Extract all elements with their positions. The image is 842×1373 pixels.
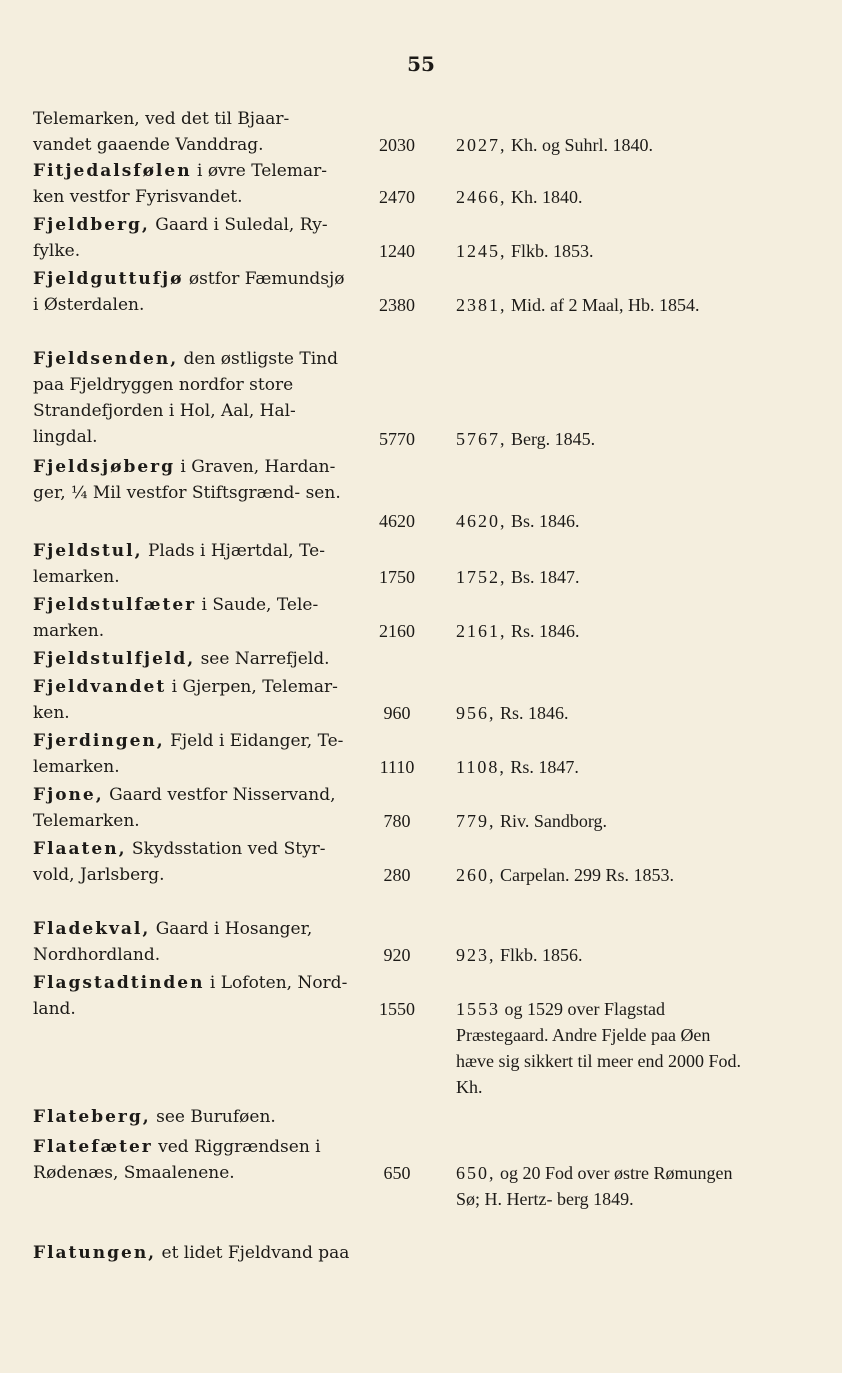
entry-elevation: 280 xyxy=(383,865,411,885)
entry-description: østfor Fæmundsjø i Østerdalen. xyxy=(33,269,345,315)
entry-source: Riv. Sandborg. xyxy=(500,811,608,831)
entry-description: ved Riggrændsen i Rødenæs, Smaalenene. xyxy=(33,1137,321,1183)
entry-measured-value: 5767, xyxy=(456,429,507,449)
entry-source: Berg. 1845. xyxy=(511,429,596,449)
entry-measured-value: 1245, xyxy=(456,241,507,261)
entry-measured-value: 650, xyxy=(456,1163,496,1183)
entry-source: Bs. 1847. xyxy=(511,567,580,587)
entry-measured-value: 1108, xyxy=(456,757,506,777)
entry-measured-value: 779, xyxy=(456,811,496,831)
entry-source: Flkb. 1856. xyxy=(500,945,583,965)
entry-source: Rs. 1846. xyxy=(500,703,569,723)
entry-term: Fjeldvandet xyxy=(33,677,167,697)
entry-description: i Saude, Tele- marken. xyxy=(33,595,319,641)
entry-elevation: 1750 xyxy=(379,567,415,587)
entry-measured-value: 2161, xyxy=(456,621,507,641)
entry-description: Telemarken, ved det til Bjaar- vandet gaaende Vanddrag. xyxy=(33,109,290,155)
entry-elevation: 2030 xyxy=(379,135,415,155)
entry-term: Fjeldstulfæter xyxy=(33,595,197,615)
entry-measured-value: 1752, xyxy=(456,567,507,587)
entry-description: Fjeld i Eidanger, Te- lemarken. xyxy=(33,731,344,777)
entry-term: Flatefæter xyxy=(33,1137,153,1157)
entry-description: et lidet Fjeldvand paa xyxy=(161,1243,350,1263)
entry-description: see Buruføen. xyxy=(156,1107,276,1127)
entry-elevation: 1240 xyxy=(379,241,415,261)
entry-source: Flkb. 1853. xyxy=(511,241,594,261)
entry-term: Flaaten, xyxy=(33,839,127,859)
entry-term: Fjeldsenden, xyxy=(33,349,179,369)
entry-elevation: 920 xyxy=(383,945,411,965)
entry-source: Kh. 1840. xyxy=(511,187,583,207)
entry-description: i Graven, Hardan- ger, ¼ Mil vestfor Stiftsgrænd- sen. xyxy=(33,457,341,503)
entry-source: og 20 Fod over østre Rømungen Sø; H. Hertz- berg 1849. xyxy=(456,1163,733,1209)
entry-source: Rs. 1847. xyxy=(510,757,579,777)
entry-elevation: 2470 xyxy=(379,187,415,207)
entry-measured-value: 923, xyxy=(456,945,496,965)
entry-elevation: 2160 xyxy=(379,621,415,641)
entry-measured-value: 956, xyxy=(456,703,496,723)
entry-term: Fjeldstul, xyxy=(33,541,143,561)
entry-description: Gaard i Hosanger, Nordhordland. xyxy=(33,919,313,965)
entry-measured-value: 4620, xyxy=(456,511,507,531)
entry-term: Flagstadtinden xyxy=(33,973,205,993)
entry-term: Fjone, xyxy=(33,785,104,805)
entry-source: og 1529 over Flagstad Præstegaard. Andre Fjelde paa Øen hæve sig sikkert til meer end 2000 Fod. Kh. xyxy=(456,999,741,1097)
entry-term: Flatungen, xyxy=(33,1243,157,1263)
entry-elevation: 650 xyxy=(383,1163,411,1183)
entry-description: den østligste Tind paa Fjeldryggen nordfor store Strandefjorden i Hol, Aal, Hal- lingdal. xyxy=(33,349,338,447)
entry-term: Fjeldberg, xyxy=(33,215,150,235)
entry-elevation: 960 xyxy=(383,703,411,723)
entry-description: i øvre Telemar- ken vestfor Fyrisvandet. xyxy=(33,161,327,207)
entry-source: Bs. 1846. xyxy=(511,511,580,531)
entry-measured-value: 1553 xyxy=(456,999,500,1019)
entry-source: Mid. af 2 Maal, Hb. 1854. xyxy=(511,295,700,315)
entry-measured-value: 260, xyxy=(456,865,496,885)
entry-description: Gaard vestfor Nisservand, Telemarken. xyxy=(33,785,336,831)
entry-elevation: 5770 xyxy=(379,429,415,449)
entry-term: Flateberg, xyxy=(33,1107,151,1127)
entry-description: Plads i Hjærtdal, Te- lemarken. xyxy=(33,541,325,587)
entry-term: Fjeldguttufjø xyxy=(33,269,184,289)
entry-measured-value: 2381, xyxy=(456,295,507,315)
entry-term: Fladekval, xyxy=(33,919,151,939)
entry-term: Fjeldstulfjeld, xyxy=(33,649,196,669)
entry-elevation: 2380 xyxy=(379,295,415,315)
entry-term: Fjeldsjøberg xyxy=(33,457,175,477)
page-number: 55 xyxy=(407,52,435,76)
entry-description: see Narrefjeld. xyxy=(200,649,330,669)
entry-source: Kh. og Suhrl. 1840. xyxy=(511,135,654,155)
entry-elevation: 1550 xyxy=(379,999,415,1019)
entry-term: Fjerdingen, xyxy=(33,731,165,751)
entry-measured-value: 2466, xyxy=(456,187,507,207)
entry-measured-value: 2027, xyxy=(456,135,507,155)
entry-elevation: 1110 xyxy=(379,757,415,777)
entry-description: Gaard i Suledal, Ry- fylke. xyxy=(33,215,328,261)
entry-description: Skydsstation ved Styr- vold, Jarlsberg. xyxy=(33,839,326,885)
entry-source: Carpelan. 299 Rs. 1853. xyxy=(500,865,674,885)
entry-description: i Lofoten, Nord- land. xyxy=(33,973,348,1019)
entry-term: Fitjedalsfølen xyxy=(33,161,192,181)
entry-elevation: 4620 xyxy=(379,511,415,531)
entry-description: i Gjerpen, Telemar- ken. xyxy=(33,677,338,723)
entry-source: Rs. 1846. xyxy=(511,621,580,641)
entry-elevation: 780 xyxy=(383,811,411,831)
